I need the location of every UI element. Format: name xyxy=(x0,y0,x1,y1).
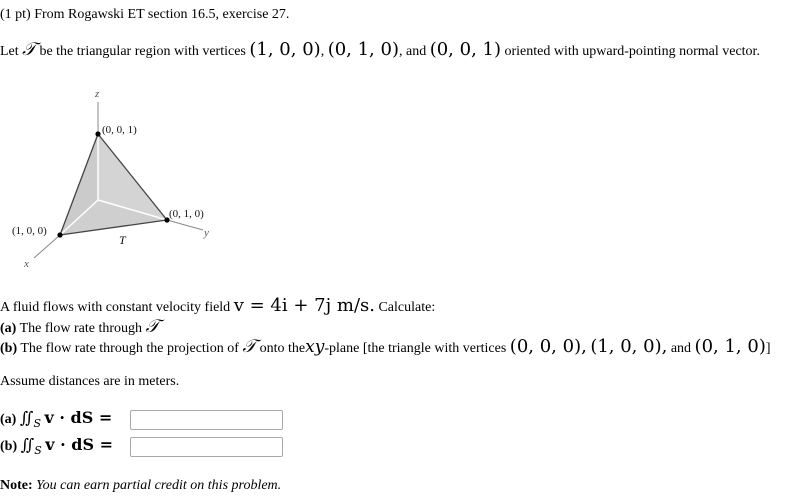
answer-b-input[interactable] xyxy=(130,437,283,457)
answer-a-label: (a) xyxy=(0,412,17,427)
part-b-label: (b) xyxy=(0,341,18,356)
part-a-symbol: 𝒯 xyxy=(145,316,160,337)
vertex-2: (0, 1, 0) xyxy=(327,39,399,60)
integral-symbol-a: ∬ xyxy=(19,408,34,427)
intro-suffix: oriented with upward-pointing normal vector. xyxy=(504,44,760,59)
axis-y xyxy=(167,220,203,230)
assume-text: Assume distances are in meters. xyxy=(0,374,180,389)
intro-and: and xyxy=(405,44,427,59)
velocity-field: v = 4i + 7j m/s. xyxy=(233,295,375,316)
answer-a-input[interactable] xyxy=(130,410,283,430)
pb-vertex-2: (1, 0, 0), xyxy=(590,336,668,357)
intro-mid: be the triangular region with vertices xyxy=(39,44,246,59)
answer-a-row xyxy=(0,408,112,430)
pb-and: and xyxy=(670,341,692,356)
intro-line: Let 𝒯 be the triangular region with vertices (1, 0, 0), (0, 1, 0), and (0, 0, 1) oriented with upward-pointing normal vector. xyxy=(0,39,760,60)
vertex-right-label: (0, 1, 0) xyxy=(169,208,204,220)
part-b-symbol: 𝒯 xyxy=(242,336,257,357)
axis-x xyxy=(34,235,60,258)
problem-title: (1 pt) From Rogawski ET section 16.5, exercise 27. xyxy=(0,7,290,22)
vertex-1: (1, 0, 0) xyxy=(249,39,321,60)
note-text: You can earn partial credit on this problem. xyxy=(36,478,282,493)
integral-symbol-b: ∬ xyxy=(20,435,35,454)
axis-y-label: y xyxy=(204,227,209,239)
pb-vertex-1: (0, 0, 0), xyxy=(509,336,587,357)
part-a-label: (a) xyxy=(0,321,17,336)
calculate-label: Calculate: xyxy=(378,300,436,315)
pb-vertex-3: (0, 1, 0) xyxy=(694,336,766,357)
part-a-line xyxy=(0,316,159,337)
vertex-left-label: (1, 0, 0) xyxy=(12,225,47,237)
axis-x-label: x xyxy=(24,258,29,270)
region-symbol: 𝒯 xyxy=(22,39,36,60)
intro-prefix: Let xyxy=(0,44,19,59)
part-b-text: The flow rate through the projection of xyxy=(20,341,239,356)
integrand-b: v · dS = xyxy=(45,435,114,454)
answer-b-row xyxy=(0,435,113,457)
vertex-left-dot xyxy=(57,232,62,237)
tetrahedron-figure xyxy=(0,82,230,282)
vertex-top-label: (0, 0, 1) xyxy=(102,124,137,136)
part-b-rest: -plane [the triangle with vertices xyxy=(324,341,507,356)
integral-sub-a: S xyxy=(33,416,41,430)
flow-line xyxy=(0,295,435,316)
note-label: Note: xyxy=(0,478,33,493)
flow-prefix: A fluid flows with constant velocity field xyxy=(0,300,231,315)
axis-z-label: z xyxy=(95,88,100,100)
part-b-plane: xy xyxy=(305,337,325,357)
answer-b-label: (b) xyxy=(0,439,18,454)
vertex-3: (0, 0, 1) xyxy=(429,39,501,60)
part-b-onto: onto the xyxy=(259,341,306,356)
integral-sub-b: S xyxy=(34,443,42,457)
region-label: T xyxy=(119,233,126,247)
part-a-text: The flow rate through xyxy=(19,321,143,336)
note-line xyxy=(0,478,281,494)
pb-close: ] xyxy=(765,341,771,356)
vertex-top-dot xyxy=(95,131,100,136)
integrand-a: v · dS = xyxy=(44,408,113,427)
part-b-line xyxy=(0,336,771,357)
